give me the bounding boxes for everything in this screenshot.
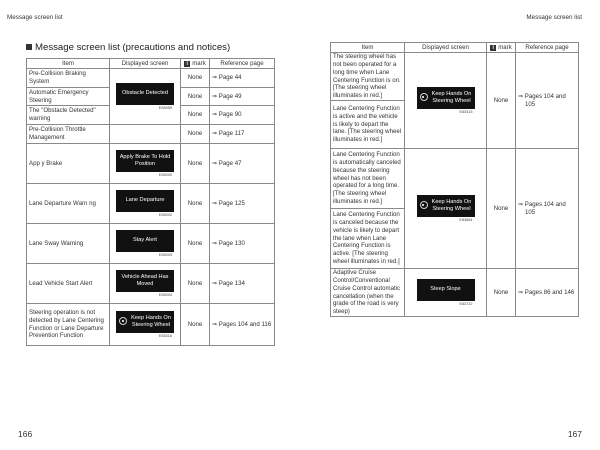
col-header-item: Item — [27, 59, 110, 69]
row-mark: None — [181, 184, 210, 224]
row-reference: ⇒ Page 125 — [210, 184, 275, 224]
info-mark-icon: i — [184, 61, 190, 67]
display-screen: Keep Hands On Steering Wheel — [417, 195, 475, 217]
col-header-display: Displayed screen — [405, 43, 487, 53]
row-reference: ⇒ Pages 104 and 105 — [516, 53, 579, 149]
section-square-icon — [26, 44, 32, 50]
display-cell — [110, 264, 181, 304]
display-cell — [405, 149, 487, 269]
info-mark-icon: i — [490, 45, 496, 51]
col-header-reference: Reference page — [210, 59, 275, 69]
display-screen: Stay Alert — [116, 230, 174, 252]
display-cell — [110, 304, 181, 346]
row-item: App y Brake — [27, 144, 110, 184]
row-item: The steering wheel has not been operated for a long time when Lane Centering Function is on. [The steering wheel illuminates in red.] — [331, 53, 405, 101]
image-code: E83002 — [158, 212, 172, 217]
row-reference: ⇒ Page 117 — [210, 125, 275, 144]
display-screen: Lane Departure — [116, 190, 174, 212]
table-row — [331, 269, 579, 317]
table-row — [27, 144, 275, 184]
running-header-right: Message screen list — [526, 14, 582, 21]
row-mark: None — [487, 269, 516, 317]
page-number-left: 166 — [18, 429, 33, 439]
display-screen: Keep Hands On Steering Wheel — [417, 87, 475, 109]
display-screen: Obstacle Detected — [116, 83, 174, 105]
table-row — [27, 224, 275, 264]
display-cell-empty — [110, 125, 181, 144]
row-mark: None — [181, 125, 210, 144]
display-screen: Apply Brake To Hold Position — [116, 150, 174, 172]
row-reference: ⇒ Pages 86 and 146 — [516, 269, 579, 317]
row-item: Automatic Emergency Steering — [27, 88, 110, 106]
display-cell — [110, 144, 181, 184]
row-reference: ⇒ Page 90 — [210, 106, 275, 125]
display-cell — [405, 269, 487, 317]
row-reference: ⇒ Page 134 — [210, 264, 275, 304]
image-code: E83000 — [158, 172, 172, 177]
image-code: E83722 — [459, 301, 473, 306]
steering-wheel-icon — [420, 201, 428, 209]
row-reference: ⇒ Pages 104 and 116 — [210, 304, 275, 346]
col-header-reference: Reference page — [516, 43, 579, 53]
row-mark: None — [181, 106, 210, 125]
image-code: E83003 — [158, 252, 172, 257]
image-code: E83315 — [459, 109, 473, 114]
row-mark: None — [181, 69, 210, 88]
row-reference: ⇒ Page 130 — [210, 224, 275, 264]
image-code: E83864 — [459, 217, 473, 222]
image-code: E83959 — [158, 105, 172, 110]
page-number-right: 167 — [567, 429, 582, 439]
running-header-left: Message screen list — [7, 14, 63, 21]
display-cell — [110, 224, 181, 264]
row-item: Steering operation is not detected by Lane Centering Function or Lane Departure Prevention Function — [27, 304, 110, 346]
row-reference: ⇒ Page 47 — [210, 144, 275, 184]
table-header-row — [331, 43, 579, 53]
steering-wheel-icon — [119, 317, 127, 325]
display-screen: Keep Hands On Steering Wheel — [116, 311, 174, 333]
image-code: E83004 — [158, 292, 172, 297]
table-row — [27, 304, 275, 346]
message-table-left — [26, 58, 275, 346]
message-table-right — [330, 42, 579, 317]
row-mark: None — [181, 304, 210, 346]
table-row — [27, 184, 275, 224]
row-item: Adaptive Cruise Control/Conventional Cruise Control automatic cancellation (when the grade of the road is very steep) — [331, 269, 405, 317]
row-item: Lead Vehicle Start Alert — [27, 264, 110, 304]
row-item: Pre-Collision Throttle Management — [27, 125, 110, 144]
row-item: Lane Sway Warning — [27, 224, 110, 264]
row-mark: None — [181, 144, 210, 184]
table-row — [27, 125, 275, 144]
section-title-text: Message screen list (precautions and notices) — [35, 41, 231, 53]
steering-wheel-icon — [420, 93, 428, 101]
col-header-item: Item — [331, 43, 405, 53]
row-mark: None — [181, 88, 210, 106]
display-cell — [405, 53, 487, 149]
display-cell — [110, 69, 181, 125]
table-row — [27, 264, 275, 304]
image-code: E83316 — [158, 333, 172, 338]
col-header-display: Displayed screen — [110, 59, 181, 69]
row-mark: None — [487, 149, 516, 269]
display-screen: Steep Slope — [417, 279, 475, 301]
row-reference: ⇒ Pages 104 and 105 — [516, 149, 579, 269]
col-header-mark: i mark — [181, 59, 210, 69]
row-mark: None — [181, 264, 210, 304]
row-reference: ⇒ Page 44 — [210, 69, 275, 88]
table-row — [331, 149, 579, 209]
row-mark: None — [181, 224, 210, 264]
table-row — [27, 69, 275, 88]
col-header-mark: i mark — [487, 43, 516, 53]
row-item: Pre-Collision Braking System — [27, 69, 110, 88]
row-reference: ⇒ Page 49 — [210, 88, 275, 106]
section-title — [26, 41, 230, 53]
row-item: Lane Departure Warn ng — [27, 184, 110, 224]
row-item: Lane Centering Function is automatically canceled because the steering wheel has not been operated for a long time. [The steering wheel illuminates in red.] — [331, 149, 405, 209]
row-item: The "Obstacle Detected" warning — [27, 106, 110, 125]
row-item: Lane Centering Function is active and the vehicle is likely to depart the lane. [The steering wheel illuminates in red.] — [331, 101, 405, 149]
table-row — [331, 53, 579, 101]
row-item: Lane Centering Function is canceled because the vehicle is likely to depart the lane when Lane Centering Function is active. [The steering wheel illuminates in red.] — [331, 209, 405, 269]
table-header-row — [27, 59, 275, 69]
display-cell — [110, 184, 181, 224]
display-screen: Vehicle Ahead Has Moved — [116, 270, 174, 292]
row-mark: None — [487, 53, 516, 149]
